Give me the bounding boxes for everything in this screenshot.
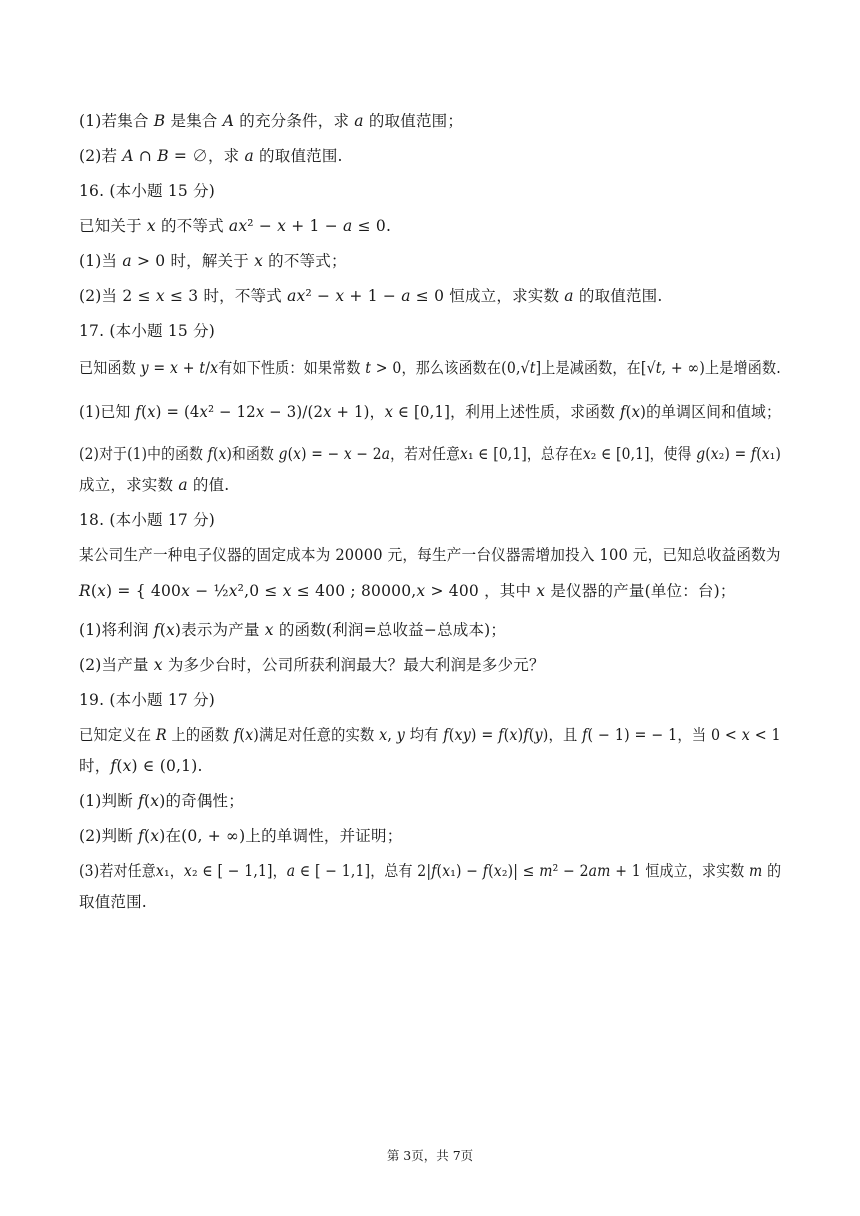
q17-heading: 17. (本小题 15 分) [79,322,216,340]
q19-part3-cont: 取值范围. [79,893,147,911]
q18-part2: (2)当产量 𝑥 为多少台时，公司所获利润最大？最大利润是多少元？ [79,656,545,674]
q19-stem: 已知定义在 𝑅 上的函数 𝑓(𝑥)满足对任意的实数 𝑥, 𝑦 均有 𝑓(𝑥𝑦) = 𝑓(𝑥)𝑓(𝑦)，且 𝑓( − 1) = − 1，当 0 < 𝑥 < 1 [79,726,781,744]
q18-heading: 18. (本小题 17 分) [79,511,216,529]
q19-part1: (1)判断 𝑓(𝑥)的奇偶性； [79,792,244,810]
q19-part3: (3)若对任意𝑥₁，𝑥₂ ∈ [ − 1,1]，𝑎 ∈ [ − 1,1]，总有 2|𝑓(𝑥₁) − 𝑓(𝑥₂)| ≤ 𝑚² − 2𝑎𝑚 + 1 恒成立，求实数 𝑚 的 [79,862,782,880]
q19-stem-cont: 时，𝑓(𝑥) ∈ (0,1). [79,757,203,775]
q15-part2: (2)若 𝐴 ∩ 𝐵 = ∅，求 𝑎 的取值范围. [79,147,343,165]
q16-part1: (1)当 𝑎 > 0 时，解关于 𝑥 的不等式； [79,252,347,270]
q19-heading: 19. (本小题 17 分) [79,691,216,709]
q16-heading: 16. (本小题 15 分) [79,182,216,200]
q17-part2-cont: 成立，求实数 𝑎 的值. [79,476,230,494]
q18-stem: 某公司生产一种电子仪器的固定成本为 20000 元，每生产一台仪器需增加投入 100 元，已知总收益函数为 [79,546,781,564]
q16-stem: 已知关于 𝑥 的不等式 𝑎𝑥² − 𝑥 + 1 − 𝑎 ≤ 0. [79,217,392,235]
q18-part1: (1)将利润 𝑓(𝑥)表示为产量 𝑥 的函数(利润=总收益−总成本)； [79,621,507,639]
q17-part1: (1)已知 𝑓(𝑥) = (4𝑥² − 12𝑥 − 3)/(2𝑥 + 1)，𝑥 ∈ [0,1]，利用上述性质，求函数 𝑓(𝑥)的单调区间和值域； [79,403,782,421]
page-footer: 第 3页，共 7页 [386,1148,474,1163]
q16-part2: (2)当 2 ≤ 𝑥 ≤ 3 时，不等式 𝑎𝑥² − 𝑥 + 1 − 𝑎 ≤ 0 恒成立，求实数 𝑎 的取值范围. [79,287,663,305]
q18-revenue-function: 𝑅(𝑥) = { 400𝑥 − ½𝑥²,0 ≤ 𝑥 ≤ 400 ; 80000,𝑥 > 400 ，其中 𝑥 是仪器的产量(单位：台)； [79,582,736,600]
q15-part1: (1)若集合 𝐵 是集合 𝐴 的充分条件，求 𝑎 的取值范围； [79,112,464,130]
q17-part2: (2)对于(1)中的函数 𝑓(𝑥)和函数 𝑔(𝑥) = − 𝑥 − 2𝑎，若对任意𝑥₁ ∈ [0,1]，总存在𝑥₂ ∈ [0,1]，使得 𝑔(𝑥₂) = 𝑓(𝑥₁) [79,445,782,463]
q17-stem: 已知函数 𝑦 = 𝑥 + 𝑡/𝑥有如下性质：如果常数 𝑡 > 0，那么该函数在(0,√𝑡]上是减函数，在[√𝑡, + ∞)上是增函数. [79,359,781,377]
q19-part2: (2)判断 𝑓(𝑥)在(0, + ∞)上的单调性，并证明； [79,827,403,845]
